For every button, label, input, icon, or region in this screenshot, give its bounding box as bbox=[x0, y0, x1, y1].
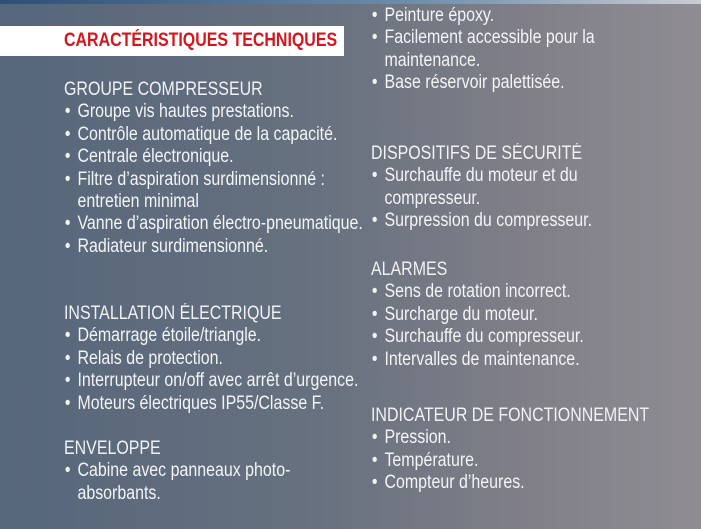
list-item-text: Démarrage étoile/triangle. bbox=[77, 325, 262, 347]
list-item bbox=[371, 210, 592, 232]
list-item bbox=[371, 281, 584, 303]
bullet-icon: • bbox=[64, 370, 71, 392]
list-item bbox=[371, 349, 584, 371]
list-item-continuation: maintenance. bbox=[384, 49, 481, 71]
bullet-icon: • bbox=[64, 123, 71, 145]
bullet-icon: • bbox=[371, 427, 378, 449]
list-item-text: Interrupteur on/off avec arrêt d’urgence. bbox=[77, 370, 359, 392]
list-item-text: Facilement accessible pour la bbox=[384, 27, 595, 49]
list-item-text: Groupe vis hautes prestations. bbox=[77, 101, 294, 123]
bullet-icon: • bbox=[371, 472, 378, 494]
section-heading: GROUPE COMPRESSEUR bbox=[64, 79, 263, 100]
list-item-text: Filtre d’aspiration surdimensionné : bbox=[77, 168, 325, 190]
list-item-text: Sens de rotation incorrect. bbox=[384, 281, 571, 303]
list-item-text: Surcharge du moteur. bbox=[384, 303, 538, 325]
bullet-icon: • bbox=[64, 392, 71, 414]
list-item bbox=[64, 348, 358, 370]
bullet-icon: • bbox=[64, 213, 71, 235]
list-item-text: Base réservoir palettisée. bbox=[384, 72, 565, 94]
bullet-icon: • bbox=[371, 326, 378, 348]
list-item-continuation: entretien minimal bbox=[77, 191, 199, 213]
bullet-icon: • bbox=[64, 235, 71, 257]
bullet-icon: • bbox=[64, 168, 71, 190]
right-column-section bbox=[371, 5, 595, 95]
list-item-text: Radiateur surdimensionné. bbox=[77, 235, 269, 257]
section-heading: ALARMES bbox=[371, 259, 448, 280]
bullet-icon: • bbox=[64, 146, 71, 168]
bullet-icon: • bbox=[371, 210, 378, 232]
bullet-icon: • bbox=[371, 281, 378, 303]
bullet-icon: • bbox=[371, 5, 378, 26]
section-heading: DISPOSITIFS DE SÉCURITÉ bbox=[371, 143, 583, 164]
top-accent-bar bbox=[0, 0, 701, 4]
list-item bbox=[64, 213, 363, 235]
bullet-icon: • bbox=[371, 348, 378, 370]
list-item-continuation: compresseur. bbox=[384, 187, 481, 209]
list-item bbox=[64, 146, 363, 168]
list-item-text: Pression. bbox=[384, 427, 451, 449]
list-item bbox=[64, 393, 358, 415]
list-item bbox=[371, 72, 595, 94]
list-item-continuation: absorbants. bbox=[77, 482, 161, 504]
right-column-section bbox=[371, 143, 592, 233]
list-item bbox=[371, 450, 649, 472]
bullet-icon: • bbox=[371, 165, 378, 187]
list-item bbox=[371, 472, 649, 494]
list-item bbox=[371, 304, 584, 326]
list-item bbox=[64, 370, 358, 392]
list-item-text: Cabine avec panneaux photo- bbox=[77, 460, 291, 482]
list-item-text: Moteurs électriques IP55/Classe F. bbox=[77, 392, 325, 414]
list-item bbox=[371, 326, 584, 348]
list-item-text: Centrale électronique. bbox=[77, 146, 234, 168]
bullet-icon: • bbox=[371, 27, 378, 49]
bullet-icon: • bbox=[371, 449, 378, 471]
section-heading: INDICATEUR DE FONCTIONNEMENT bbox=[371, 405, 650, 426]
list-item bbox=[371, 5, 595, 27]
list-item-text: Compteur d’heures. bbox=[384, 472, 525, 494]
list-item-text: Peinture époxy. bbox=[384, 5, 495, 26]
list-item-text: Surchauffe du moteur et du bbox=[384, 165, 578, 187]
list-item-text: Vanne d’aspiration électro-pneumatique. bbox=[77, 213, 363, 235]
bullet-icon: • bbox=[64, 460, 71, 482]
list-item bbox=[64, 124, 363, 146]
list-item bbox=[64, 460, 290, 505]
list-item-text: Intervalles de maintenance. bbox=[384, 348, 580, 370]
list-item bbox=[371, 27, 595, 72]
section-heading: ENVELOPPE bbox=[64, 438, 161, 459]
list-item bbox=[64, 101, 363, 123]
list-item bbox=[64, 169, 363, 214]
right-column-section bbox=[371, 259, 584, 371]
left-column-section bbox=[64, 79, 363, 258]
right-column-section bbox=[371, 405, 649, 495]
bullet-icon: • bbox=[64, 347, 71, 369]
section-heading: INSTALLATION ÉLECTRIQUE bbox=[64, 303, 282, 324]
list-item bbox=[64, 325, 358, 347]
list-item-text: Température. bbox=[384, 449, 479, 471]
list-item-text: Surpression du compresseur. bbox=[384, 210, 593, 232]
bullet-icon: • bbox=[64, 325, 71, 347]
list-item-text: Surchauffe du compresseur. bbox=[384, 326, 584, 348]
title-banner bbox=[0, 26, 344, 56]
page-title: CARACTÉRISTIQUES TECHNIQUES bbox=[64, 30, 338, 51]
list-item bbox=[371, 427, 649, 449]
left-column-section bbox=[64, 438, 290, 505]
list-item-text: Relais de protection. bbox=[77, 347, 223, 369]
list-item bbox=[64, 236, 363, 258]
bullet-icon: • bbox=[64, 101, 71, 123]
list-item-text: Contrôle automatique de la capacité. bbox=[77, 123, 338, 145]
bullet-icon: • bbox=[371, 72, 378, 94]
left-column-section bbox=[64, 303, 358, 415]
bullet-icon: • bbox=[371, 303, 378, 325]
list-item bbox=[371, 165, 592, 210]
